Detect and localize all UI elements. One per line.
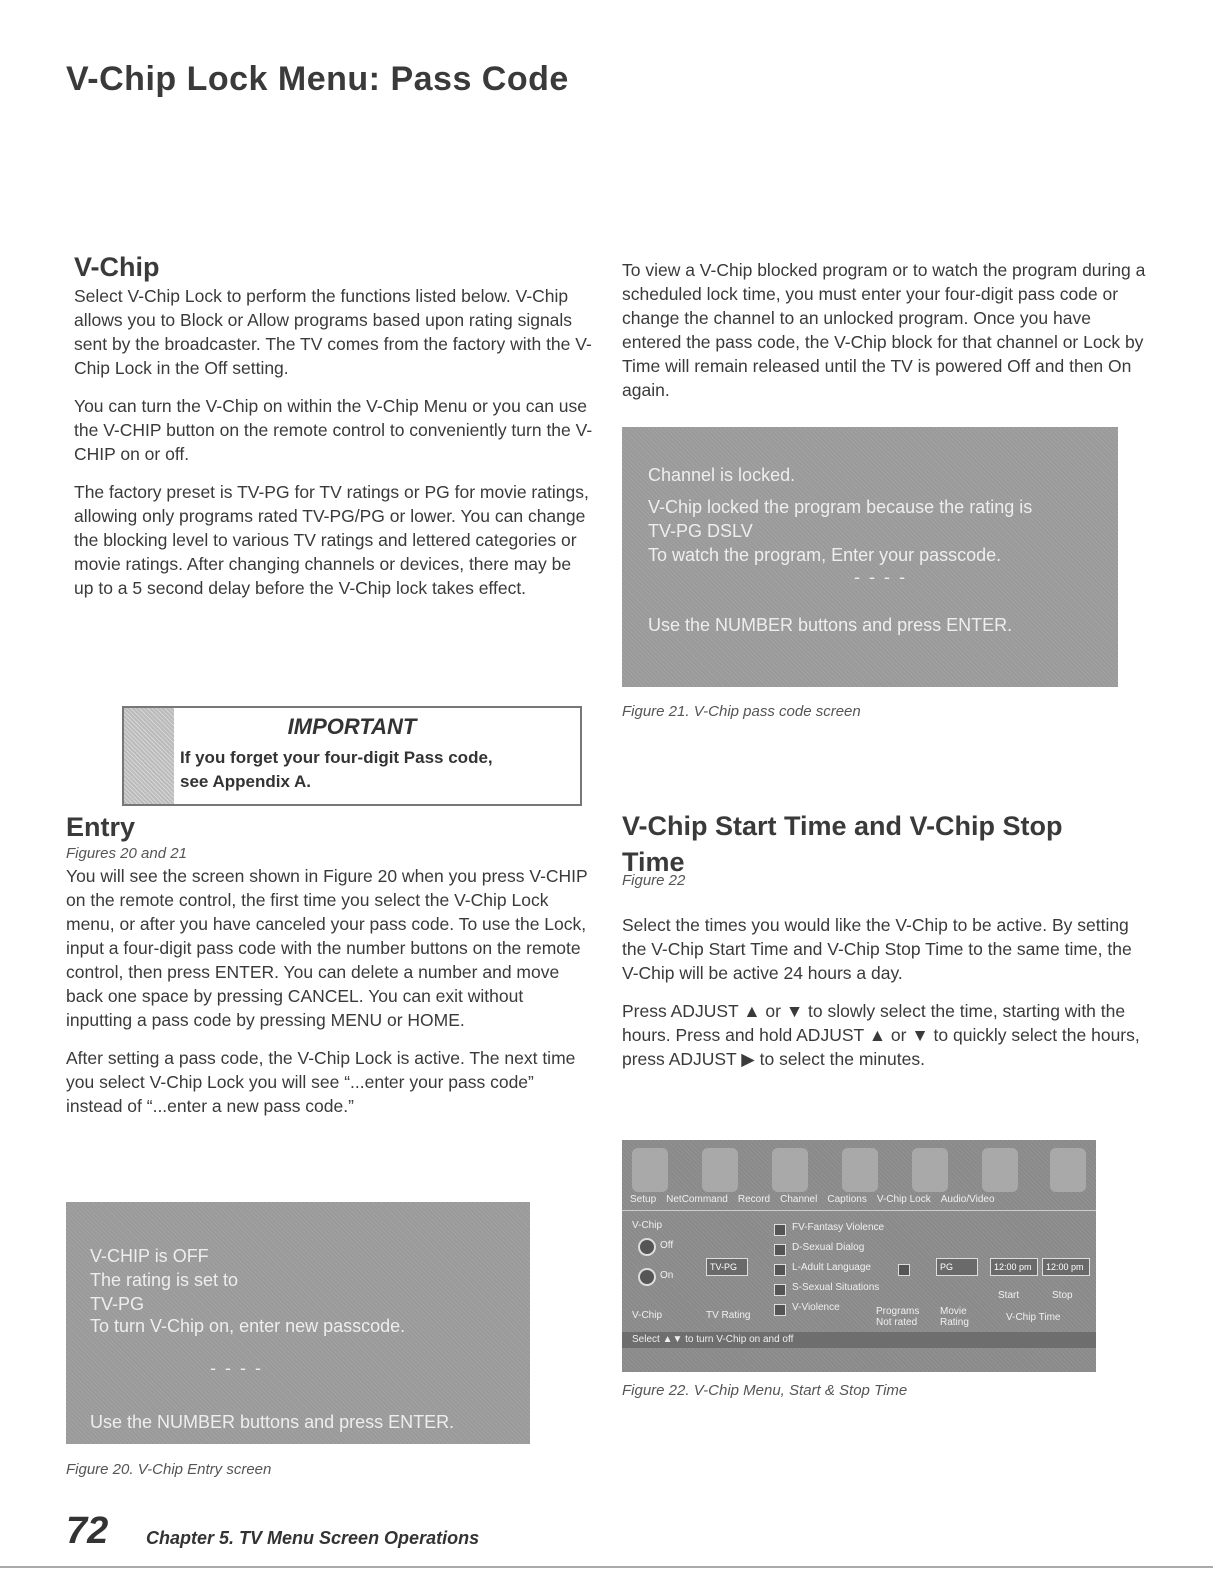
captions-tab-icon	[912, 1148, 948, 1192]
record-tab-icon	[772, 1148, 808, 1192]
tab-netcommand[interactable]: NetCommand	[666, 1194, 728, 1205]
figure20-passcode-dashes: - - - -	[210, 1358, 263, 1378]
vchip-on-label: On	[660, 1270, 674, 1281]
entry-heading: Entry	[66, 812, 136, 842]
bottom-label-vchip-time: V-Chip Time	[1006, 1312, 1061, 1323]
movie-rating-select[interactable]: PG	[936, 1258, 978, 1276]
figure20-caption: Figure 20. V-Chip Entry screen	[66, 1461, 272, 1478]
figure21-line: Channel is locked.	[648, 465, 796, 485]
figure21-instruction: Use the NUMBER buttons and press ENTER.	[648, 615, 1013, 635]
important-line1: If you forget your four-digit Pass code,	[180, 748, 493, 767]
not-rated-checkbox[interactable]	[898, 1264, 910, 1276]
audio-video-tab-icon	[1050, 1148, 1086, 1192]
figure20-line: The rating is set to	[90, 1270, 239, 1290]
option-checkbox[interactable]	[774, 1244, 786, 1256]
tv-rating-select[interactable]: TV-PG	[706, 1258, 748, 1276]
figure22-divider	[622, 1210, 1096, 1211]
vchip-body	[74, 284, 594, 614]
right-intro: To view a V-Chip blocked program or to watch the program during a scheduled lock time, you must enter your four-digit pass code or change the channel to an unlocked program. Once you have entered the pass code, the V-Chip block for that channel or Lock by Time will remain released until the TV is powered Off and then On again.	[622, 260, 1146, 400]
vchip-paragraph: Select V-Chip Lock to perform the functions listed below. V-Chip allows you to Block or Allow programs based upon rating signals sent by the broadcaster. The TV comes from the factory with the V-Chip Lock in the Off setting.	[74, 286, 592, 378]
figure21-passcode-dashes: - - - -	[854, 567, 907, 587]
start-time-field[interactable]: 12:00 pm	[990, 1258, 1038, 1276]
bottom-label-start: Start	[998, 1290, 1020, 1301]
figure21-line: V-Chip locked the program because the rating is	[648, 497, 1033, 517]
vchip-lock-tab-icon	[982, 1148, 1018, 1192]
figure20-line: To turn V-Chip on, enter new passcode.	[90, 1316, 406, 1336]
vchip-on-radio[interactable]	[638, 1268, 656, 1286]
vchip-paragraph: The factory preset is TV-PG for TV ratings or PG for movie ratings, allowing only programs rated TV-PG/PG or lower. You can change the blocking level to various TV ratings and lettered categories or movie ratings. After changing channels or devices, there may be up to a 5 second delay before the V-Chip lock takes effect.	[74, 482, 589, 598]
figure20-line: V-CHIP is OFF	[90, 1246, 209, 1266]
start-stop-body	[622, 913, 1150, 1085]
figure20-screen	[66, 1202, 530, 1444]
option-label: L-Adult Language	[792, 1262, 871, 1273]
tab-setup[interactable]: Setup	[630, 1194, 657, 1205]
bottom-rule	[0, 1566, 1213, 1568]
start-stop-heading-line2: Time	[622, 847, 685, 877]
entry-figref: Figures 20 and 21	[66, 845, 187, 862]
page-title: V-Chip Lock Menu: Pass Code	[66, 60, 569, 98]
option-checkbox[interactable]	[774, 1264, 786, 1276]
chapter-title: Chapter 5. TV Menu Screen Operations	[146, 1528, 480, 1548]
start-stop-paragraph: Press ADJUST ▲ or ▼ to slowly select the time, starting with the hours. Press and hold ADJUST ▲ or ▼ to quickly select the hours, press ADJUST ▶ to select the minutes.	[622, 1001, 1140, 1069]
figure20-line: TV-PG	[90, 1294, 145, 1314]
vchip-label: V-Chip	[632, 1220, 663, 1231]
tab-record[interactable]: Record	[737, 1194, 771, 1205]
option-checkbox[interactable]	[774, 1284, 786, 1296]
bottom-label-vchip: V-Chip	[632, 1310, 663, 1321]
bottom-label-stop: Stop	[1052, 1290, 1073, 1301]
channel-tab-icon	[842, 1148, 878, 1192]
figure21-screen	[622, 427, 1118, 687]
figure21-line: To watch the program, Enter your passcode.	[648, 545, 1002, 565]
important-heading: IMPORTANT	[287, 714, 417, 739]
option-label: S-Sexual Situations	[792, 1282, 880, 1293]
vchip-heading: V-Chip	[74, 252, 160, 282]
option-checkbox[interactable]	[774, 1304, 786, 1316]
figure22-status-bar	[622, 1332, 1096, 1348]
start-stop-figref: Figure 22	[622, 872, 686, 889]
bottom-label-tv-rating: TV Rating	[706, 1310, 751, 1321]
vchip-off-label: Off	[660, 1240, 674, 1251]
page-number: 72	[66, 1510, 109, 1552]
status-bar-text: Select ▲▼ to turn V-Chip on and off	[632, 1334, 794, 1345]
option-label: FV-Fantasy Violence	[792, 1222, 885, 1233]
option-label: D-Sexual Dialog	[792, 1242, 865, 1253]
start-stop-heading-line1: V-Chip Start Time and V-Chip Stop	[622, 811, 1063, 841]
figure22-tab-row	[630, 1194, 995, 1205]
setup-tab-icon	[632, 1148, 668, 1192]
figure21-caption: Figure 21. V-Chip pass code screen	[622, 703, 861, 720]
important-line2: see Appendix A.	[180, 772, 311, 791]
netcommand-tab-icon	[702, 1148, 738, 1192]
tab-captions[interactable]: Captions	[827, 1194, 867, 1205]
bottom-label-not-rated: Programs Not rated	[876, 1306, 920, 1328]
tab-channel[interactable]: Channel	[780, 1194, 818, 1205]
tab-audio-video[interactable]: Audio/Video	[940, 1194, 995, 1205]
start-stop-heading	[622, 808, 1063, 880]
figure20-instruction: Use the NUMBER buttons and press ENTER.	[90, 1412, 455, 1432]
tab-vchip-lock[interactable]: V-Chip Lock	[876, 1194, 931, 1205]
entry-paragraph: You will see the screen shown in Figure 20 when you press V-CHIP on the remote control, the first time you select the V-Chip Lock menu, or after you have canceled your pass code. To use the Lock, input a four-digit pass code with the number buttons on the remote control, then press ENTER. You can delete a number and move back one space by pressing CANCEL. You can exit without inputting a pass code by pressing MENU or HOME.	[66, 866, 588, 1030]
start-stop-paragraph: Select the times you would like the V-Chip to be active. By setting the V-Chip Start Time and V-Chip Stop Time to the same time, the V-Chip will be active 24 hours a day.	[622, 915, 1132, 983]
stop-time-field[interactable]: 12:00 pm	[1042, 1258, 1090, 1276]
vchip-off-radio[interactable]	[638, 1238, 656, 1256]
option-label: V-Violence	[792, 1302, 840, 1313]
option-checkbox[interactable]	[774, 1224, 786, 1236]
figure21-line: TV-PG DSLV	[648, 521, 753, 541]
bottom-label-movie-rating: Movie Rating	[940, 1306, 969, 1328]
important-box	[122, 706, 582, 806]
vchip-paragraph: You can turn the V-Chip on within the V-Chip Menu or you can use the V-CHIP button on the remote control to conveniently turn the V-CHIP on or off.	[74, 396, 593, 464]
entry-paragraph: After setting a pass code, the V-Chip Lock is active. The next time you select V-Chip Lock you will see “...enter your pass code” instead of “...enter a new pass code.”	[66, 1048, 576, 1116]
entry-body	[66, 864, 590, 1132]
figure22-menu-screen	[622, 1140, 1096, 1372]
figure22-caption: Figure 22. V-Chip Menu, Start & Stop Time	[622, 1382, 908, 1399]
